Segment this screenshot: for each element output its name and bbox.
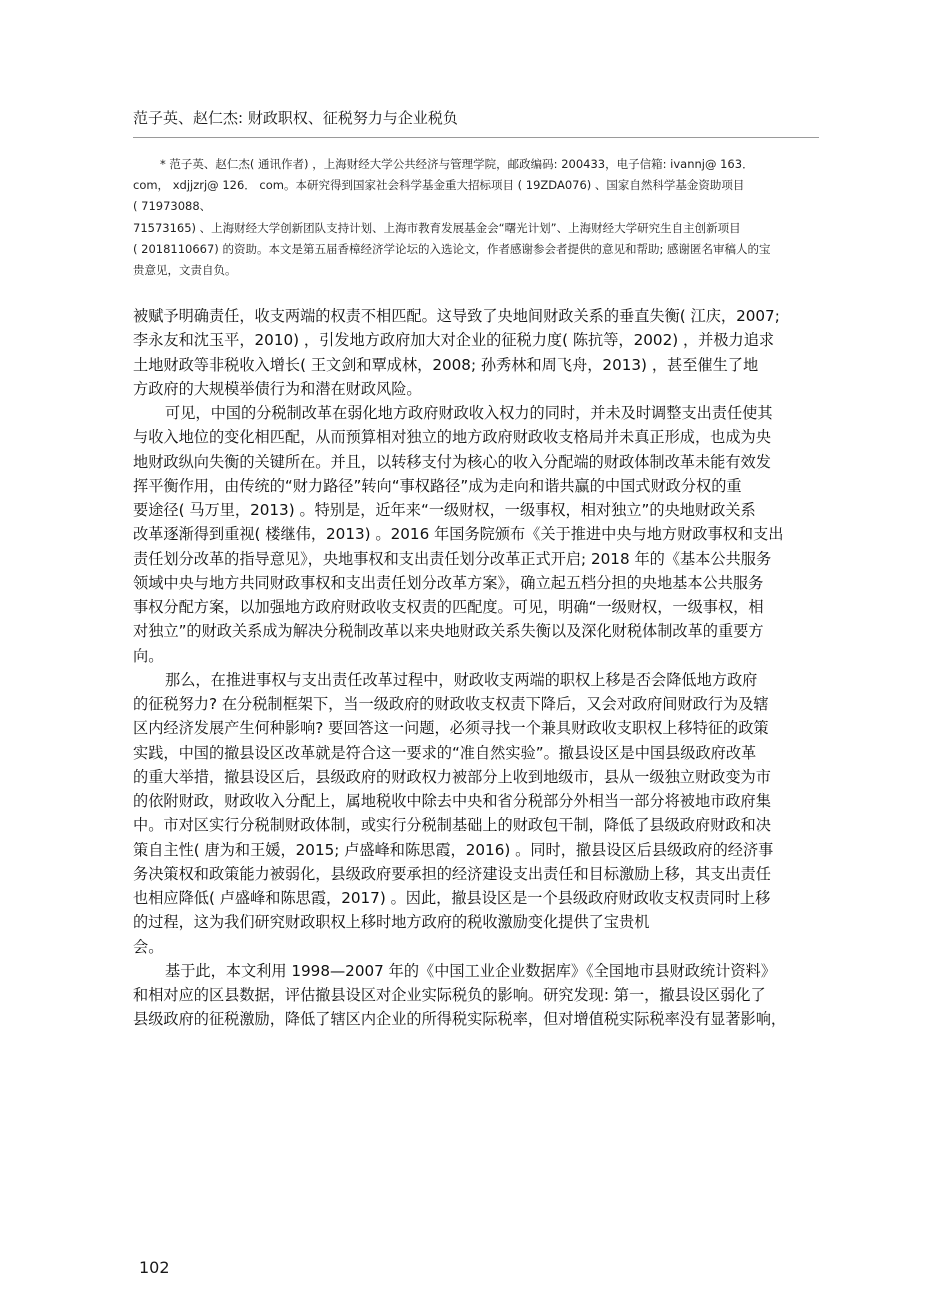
body-line: 挥平衡作用，由传统的“财力路径”转向“事权路径”成为走向和谐共赢的中国式财政分权的重 <box>133 476 742 495</box>
body-line: 的过程，这为我们研究财政职权上移时地方政府的税收激励变化提供了宝贵机 <box>133 913 650 932</box>
footnote-line: * 范子英、赵仁杰( 通讯作者) ，上海财经大学公共经济与管理学院，邮政编码: 200433，电子信箱: ivannj@ 163． <box>160 157 754 171</box>
body-line: 对独立”的财政关系成为解决分税制改革以来央地财政关系失衡以及深化财税体制改革的重要方 <box>133 622 764 641</box>
body-line: 土地财政等非税收入增长( 王文剑和覃成林，2008; 孙秀林和周飞舟，2013) ，甚至催生了地 <box>133 355 759 374</box>
body-line: 被赋予明确责任，收支两端的权责不相匹配。这导致了央地间财政关系的垂直失衡( 江庆，2007; <box>133 307 780 325</box>
body-line: 的重大举措，撤县设区后，县级政府的财政权力被部分上收到地级市，县从一级独立财政变为市 <box>133 767 771 786</box>
body-line: 的征税努力? 在分税制框架下，当一级政府的财政收支权责下降后，又会对政府间财政行为及辖 <box>133 695 769 713</box>
body-line: 策自主性( 唐为和王媛，2015; 卢盛峰和陈思霞，2016) 。同时，撤县设区后县级政府的经济事 <box>133 840 774 859</box>
footnote-line: 贵意见，文责自负。 <box>133 263 237 278</box>
body-line: 的依附财政，财政收入分配上，属地税收中除去中央和省分税部分外相当一部分将被地市政府集 <box>133 792 771 810</box>
body-line: 与收入地位的变化相匹配，从而预算相对独立的地方政府财政收支格局并未真正形成，也成为央 <box>133 428 771 447</box>
body-line: 县级政府的征税激励，降低了辖区内企业的所得税实际税率，但对增值税实际税率没有显著影响， <box>133 1010 787 1029</box>
body-line: 方政府的大规模举债行为和潜在财政风险。 <box>133 379 422 398</box>
paragraph-start-line: 那么，在推进事权与支出责任改革过程中，财政收支两端的职权上移是否会降低地方政府 <box>165 670 758 689</box>
body-line: 责任划分改革的指导意见》，央地事权和支出责任划分改革正式开启; 2018 年的《基本公共服务 <box>133 549 772 568</box>
paragraph-start-line: 可见，中国的分税制改革在弱化地方政府财政收入权力的同时，并未及时调整支出责任使其 <box>165 404 773 422</box>
body-line: 和相对应的区县数据，评估撤县设区对企业实际税负的影响。研究发现: 第一，撤县设区弱化了 <box>133 986 766 1004</box>
body-line: 地财政纵向失衡的关键所在。并且，以转移支付为核心的收入分配端的财政体制改革未能有效发 <box>133 452 771 471</box>
header-rule <box>133 137 819 138</box>
body-line: 改革逐渐得到重视( 楼继伟，2013) 。2016 年国务院颁布《关于推进中央与地方财政事权和支出 <box>133 525 784 544</box>
body-line: 务决策权和政策能力被弱化，县级政府要承担的经济建设支出责任和目标激励上移，其支出责任 <box>133 864 771 883</box>
running-header: 范子英、赵仁杰: 财政职权、征税努力与企业税负 <box>133 109 458 127</box>
body-line: 实践，中国的撤县设区改革就是符合这一要求的“准自然实验”。撤县设区是中国县级政府改革 <box>133 743 757 762</box>
footnote-line: 71573165) 、上海财经大学创新团队支持计划、上海市教育发展基金会“曙光计划”、上海财经大学研究生自主创新项目 <box>133 220 741 235</box>
body-line: 会。 <box>133 937 164 956</box>
body-line: 中。市对区实行分税制财政体制，或实行分税制基础上的财政包干制，降低了县级政府财政和决 <box>133 816 771 835</box>
body-line: 领域中央与地方共同财政事权和支出责任划分改革方案》，确立起五档分担的央地基本公共服务 <box>133 573 764 592</box>
footnote-line: ( 2018110667) 的资助。本文是第五届香樟经济学论坛的入选论文，作者感谢参会者提供的意见和帮助; 感谢匿名审稿人的宝 <box>133 241 771 256</box>
paragraph-start-line: 基于此，本文利用 1998—2007 年的《中国工业企业数据库》《全国地市县财政统计资料》 <box>165 961 776 980</box>
footnote-line: ( 71973088、 <box>133 199 212 214</box>
page-number: 102 <box>139 1258 170 1277</box>
body-line: 向。 <box>133 646 164 665</box>
author-footnote <box>133 154 819 281</box>
body-line: 要途径( 马万里，2013) 。特别是，近年来“一级财权，一级事权，相对独立”的央地财政关系 <box>133 501 756 519</box>
footnote-line: com， xdjjzrj@ 126． com。本研究得到国家社会科学基金重大招标项目 ( 19ZDA076) 、国家自然科学基金资助项目 <box>133 178 745 193</box>
body-text <box>133 304 833 1032</box>
body-line: 李永友和沈玉平，2010) ，引发地方政府加大对企业的征税力度( 陈抗等，2002) ，并极力追求 <box>133 331 775 350</box>
body-line: 事权分配方案，以加强地方政府财政收支权责的匹配度。可见，明确“一级财权，一级事权，相 <box>133 598 764 616</box>
body-line: 区内经济发展产生何种影响? 要回答这一问题，必须寻找一个兼具财政收支职权上移特征的政策 <box>133 719 769 738</box>
body-line: 也相应降低( 卢盛峰和陈思霞，2017) 。因此，撤县设区是一个县级政府财政收支权责同时上移 <box>133 889 771 907</box>
